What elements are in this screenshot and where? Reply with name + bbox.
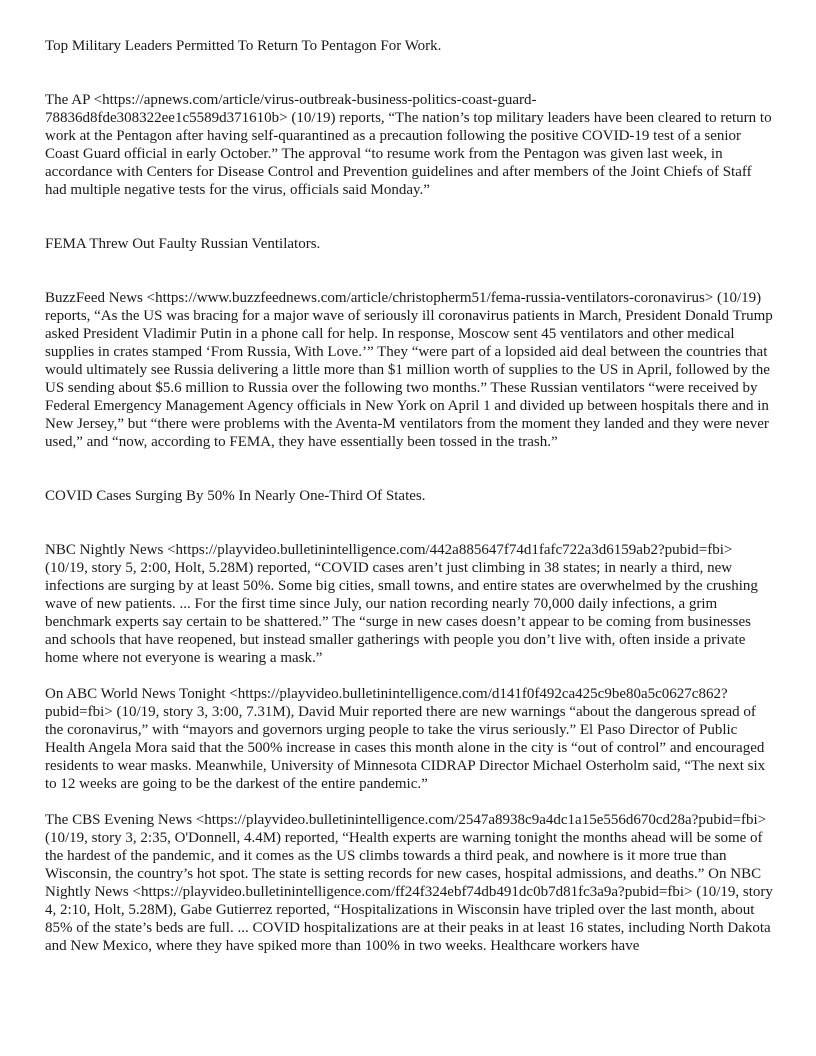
story-paragraph <box>45 685 775 793</box>
source-link[interactable]: <https://playvideo.bulletinintelligence.com/d141f0f492ca425c9be80a5c0627c862?pubid=fbi> <box>45 686 728 720</box>
document-page <box>45 37 775 955</box>
story-paragraph <box>45 811 775 955</box>
paragraph-body: (10/19) reports, “The nation’s top military leaders have been cleared to return to work at the Pentagon after having self-quarantined as a precaution following the positive COVID-19 test of a senior Coast Guard official in early October.” The approval “to resume work from the Pentagon was given last week, in accordance with Centers for Disease Control and Prevention guidelines and after members of the Joint Chiefs of Staff had multiple negative tests for the virus, officials said Monday.” <box>45 110 772 198</box>
source-link[interactable]: <https://www.buzzfeednews.com/article/christopherm51/fema-russia-ventilators-coronavirus> <box>146 290 714 306</box>
source-link[interactable]: <https://playvideo.bulletinintelligence.com/2547a8938c9a4dc1a15e556d670cd28a?pubid=fbi> <box>195 812 767 828</box>
paragraph-lead: BuzzFeed News <box>45 290 147 306</box>
paragraph-body: (10/19) reports, “As the US was bracing for a major wave of seriously ill coronavirus patients in March, President Donald Trump asked President Vladimir Putin in a phone call for help. In response, Moscow sent 45 ventilators and other medical supplies in crates stamped ‘From Russia, With Love.’” They “were part of a lopsided aid deal between the countries that would ultimately see Russia delivering a little more than $1 million worth of supplies to the US in April, followed by the US sending about $5.6 million to Russia over the following two months.” These Russian ventilators “were received by Federal Emergency Management Agency officials in New York on April 1 and divided up between hospitals there and in New Jersey,” but “there were problems with the Aventa-M ventilators from the moment they landed and they were never used,” and “now, according to FEMA, they have essentially been tossed in the trash.” <box>45 290 773 450</box>
story-headline: FEMA Threw Out Faulty Russian Ventilators. <box>45 236 321 252</box>
paragraph-lead: The CBS Evening News <box>45 812 196 828</box>
paragraph-lead: On ABC World News Tonight <box>45 686 230 702</box>
story-paragraph <box>45 91 775 199</box>
paragraph-body: (10/19, story 3, 2:35, O'Donnell, 4.4M) reported, “Health experts are warning tonight the months ahead will be some of the hardest of the pandemic, and it comes as the US climbs towards a third peak, and nowhere is it more true than Wisconsin, the country’s hot spot. The state is setting records for new cases, hospital admissions, and deaths.” On NBC Nightly News <https://playvideo.bulletinintelligence.com/ff24f324ebf74db491dc0b7d81fc3a9a?pubid=fbi> (10/19, story 4, 2:10, Holt, 5.28M), Gabe Gutierrez reported, “Hospitalizations in Wisconsin have tripled over the last month, about 85% of the state’s beds are full. ... COVID hospitalizations are at their peaks in at least 16 states, including North Dakota and New Mexico, where they have spiked more than 100% in two weeks. Healthcare workers have <box>45 830 773 954</box>
paragraph-body: (10/19, story 5, 2:00, Holt, 5.28M) reported, “COVID cases aren’t just climbing in 38 states; in nearly a third, new infections are surging by at least 50%. Some big cities, small towns, and entire states are overwhelmed by the crushing wave of new patients. ... For the first time since July, our nation recording nearly 70,000 daily infections, a grim benchmark experts say certain to be shattered.” The “surge in new cases doesn’t appear to be coming from businesses and schools that have reopened, but instead smaller gatherings with people you don’t live with, often inside a private home where not everyone is wearing a mask.” <box>45 560 758 666</box>
story-headline: COVID Cases Surging By 50% In Nearly One-Third Of States. <box>45 488 426 504</box>
paragraph-body: (10/19, story 3, 3:00, 7.31M), David Muir reported there are new warnings “about the dangerous spread of the coronavirus,” with “mayors and governors urging people to take the virus seriously.” El Paso Director of Public Health Angela Mora said that the 500% increase in cases this month alone in the city is “out of control” and encouraged residents to wear masks. Meanwhile, University of Minnesota CIDRAP Director Michael Osterholm said, “The next six to 12 weeks are going to be the darkest of the entire pandemic.” <box>45 704 766 792</box>
story-paragraph <box>45 541 775 667</box>
paragraph-lead: NBC Nightly News <box>45 542 168 558</box>
source-link[interactable]: <https://playvideo.bulletinintelligence.com/442a885647f74d1fafc722a3d6159ab2?pubid=fbi> <box>167 542 733 558</box>
story-paragraph <box>45 289 775 451</box>
source-link[interactable]: <https://apnews.com/article/virus-outbreak-business-politics-coast-guard-78836d8fde308322ee1c5589d371610b> <box>45 92 537 126</box>
paragraph-lead: The AP <box>45 92 94 108</box>
story-headline: Top Military Leaders Permitted To Return To Pentagon For Work. <box>45 38 442 54</box>
